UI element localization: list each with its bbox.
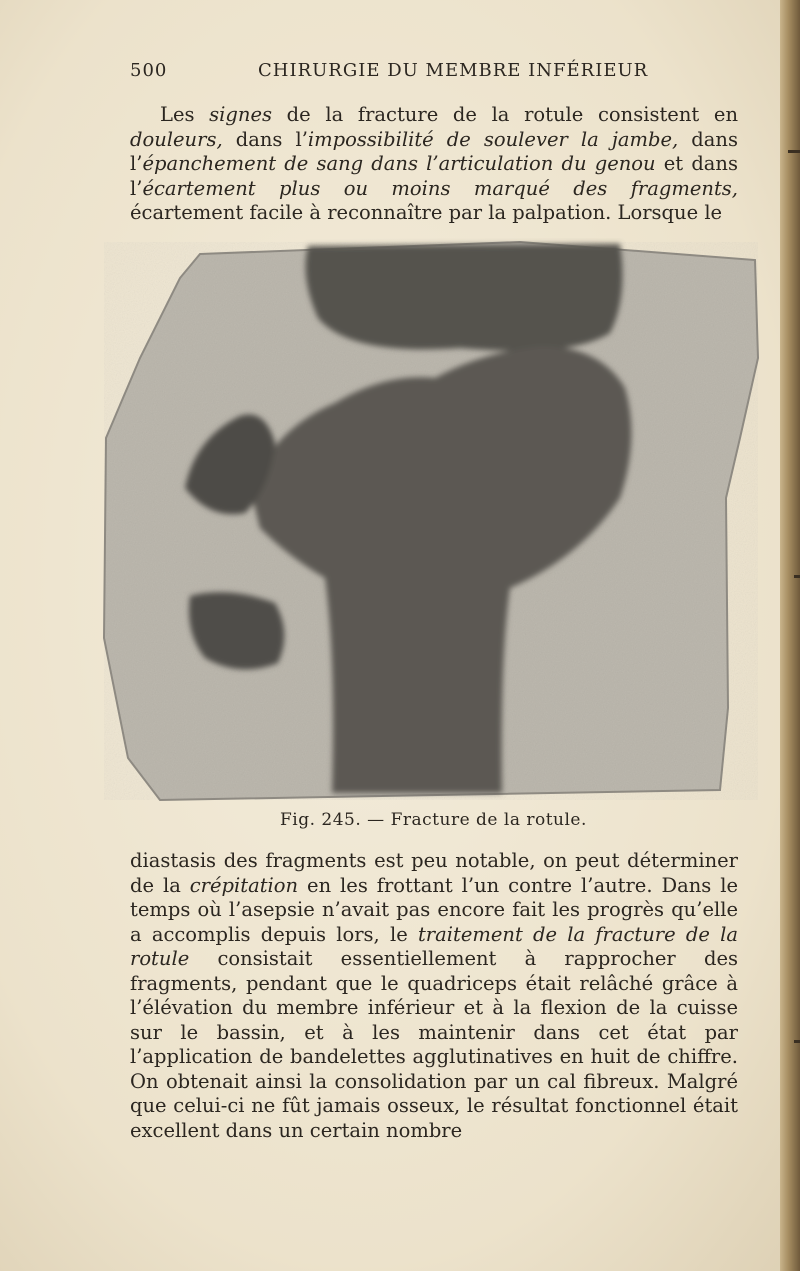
running-title: CHIRURGIE DU MEMBRE INFÉRIEUR <box>258 60 649 81</box>
paragraph-treatment: diastasis des fragments est peu notable, on peut déterminer de la crépitation en les frottant l’un contre l’autre. Dans le temps où l’asepsie n’avait pas encore fait les progrès qu’elle a accomplis depuis lors, le traitement de la fracture de la rotule consistait essentiellement à rapprocher des fragments, pendant que le quadriceps était relâché grâce à l’élévation du membre inférieur et à la flexion de la cuisse sur le bassin, et à les maintenir dans cet état par l’application de bandelettes agglutinatives en huit de chiffre. On obtenait ainsi la consolidation par un cal fibreux. Malgré que celui-ci ne fût jamais osseux, le résultat fonctionnel était excellent dans un certain nombre <box>130 849 738 1142</box>
page-number: 500 <box>130 60 168 81</box>
paragraph-signs: Les signes de la fracture de la rotule consistent en douleurs, dans l’impossibilité de soulever la jambe, dans l’épanchement de sang dans l’articulation du genou et dans l’écartement plus ou moins marqué des fragments, écartement facile à reconnaître par la palpation. Lorsque le <box>130 103 738 224</box>
figure-caption: Fig. 245. — Fracture de la rotule. <box>280 810 587 830</box>
xray-figure <box>100 238 762 804</box>
femur-shaft <box>306 244 623 351</box>
knee-xray-image <box>100 238 762 804</box>
book-spine-edge <box>780 0 800 1271</box>
running-header <box>130 60 649 88</box>
